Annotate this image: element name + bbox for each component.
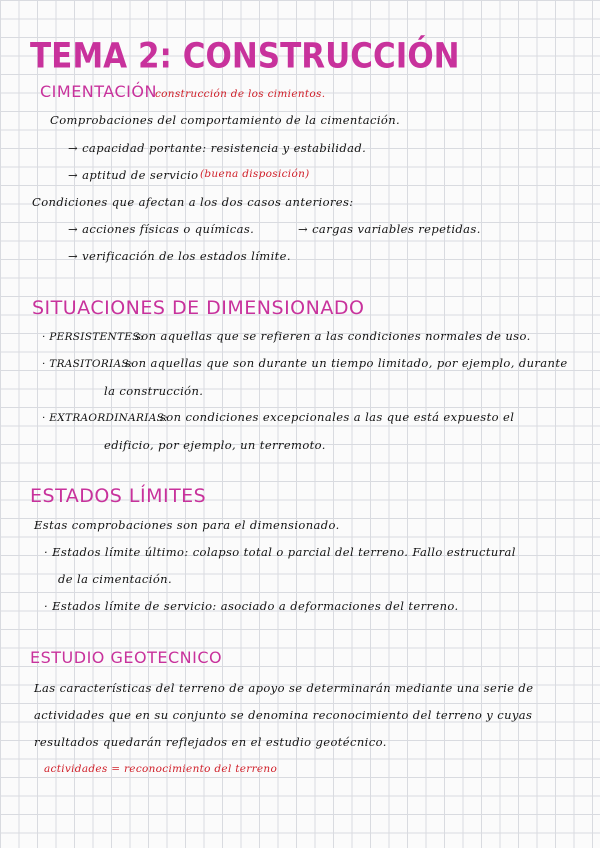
estados-heading: ESTADOS LÍMITES xyxy=(30,485,207,507)
situaciones-heading: SITUACIONES DE DIMENSIONADO xyxy=(32,297,365,319)
persistentes-key: · PERSISTENTES: xyxy=(42,331,144,343)
capacidad-item: → capacidad portante: resistencia y estabilidad. xyxy=(68,141,367,155)
estado-ultimo: · Estados límite último: colapso total o parcial del terreno. Fallo estructural xyxy=(44,545,516,559)
aptitud-note: (buena disposición) xyxy=(200,168,310,180)
estudio-line-1: Las características del terreno de apoyo se determinarán mediante una serie de xyxy=(34,681,534,695)
condiciones-text: Condiciones que afectan a los dos casos anteriores: xyxy=(32,195,354,209)
cimentacion-heading: CIMENTACIÓN xyxy=(40,82,157,101)
comprobaciones-text: Comprobaciones del comportamiento de la cimentación. xyxy=(50,113,401,127)
estudio-heading: ESTUDIO GEOTECNICO xyxy=(30,648,223,667)
extraordinarias-cont: edificio, por ejemplo, un terremoto. xyxy=(104,438,326,452)
estado-ultimo-cont: de la cimentación. xyxy=(58,572,173,586)
transitorias-key: · TRASITORIAS: xyxy=(42,358,133,370)
verificacion-item: → verificación de los estados límite. xyxy=(68,249,291,263)
extraordinarias-text: son condiciones excepcionales a las que está expuesto el xyxy=(160,410,515,424)
estudio-note: actividades = reconocimiento del terreno xyxy=(44,763,278,775)
transitorias-cont: la construcción. xyxy=(104,384,204,398)
page-title: TEMA 2: CONSTRUCCIÓN xyxy=(30,36,460,77)
estado-servicio: · Estados límite de servicio: asociado a deformaciones del terreno. xyxy=(44,599,459,613)
aptitud-item: → aptitud de servicio xyxy=(68,168,199,182)
persistentes-text: son aquellas que se refieren a las condiciones normales de uso. xyxy=(135,329,531,343)
acciones-item: → acciones físicas o químicas. xyxy=(68,222,255,236)
estados-intro: Estas comprobaciones son para el dimensionado. xyxy=(34,518,340,532)
extraordinarias-key: · EXTRAORDINARIAS: xyxy=(42,412,168,424)
transitorias-text: son aquellas que son durante un tiempo limitado, por ejemplo, durante xyxy=(125,356,568,370)
estudio-line-3: resultados quedarán reflejados en el estudio geotécnico. xyxy=(34,735,387,749)
estudio-line-2: actividades que en su conjunto se denomina reconocimiento del terreno y cuyas xyxy=(34,708,533,722)
cimentacion-note: construcción de los cimientos. xyxy=(155,88,326,100)
cargas-item: → cargas variables repetidas. xyxy=(298,222,481,236)
